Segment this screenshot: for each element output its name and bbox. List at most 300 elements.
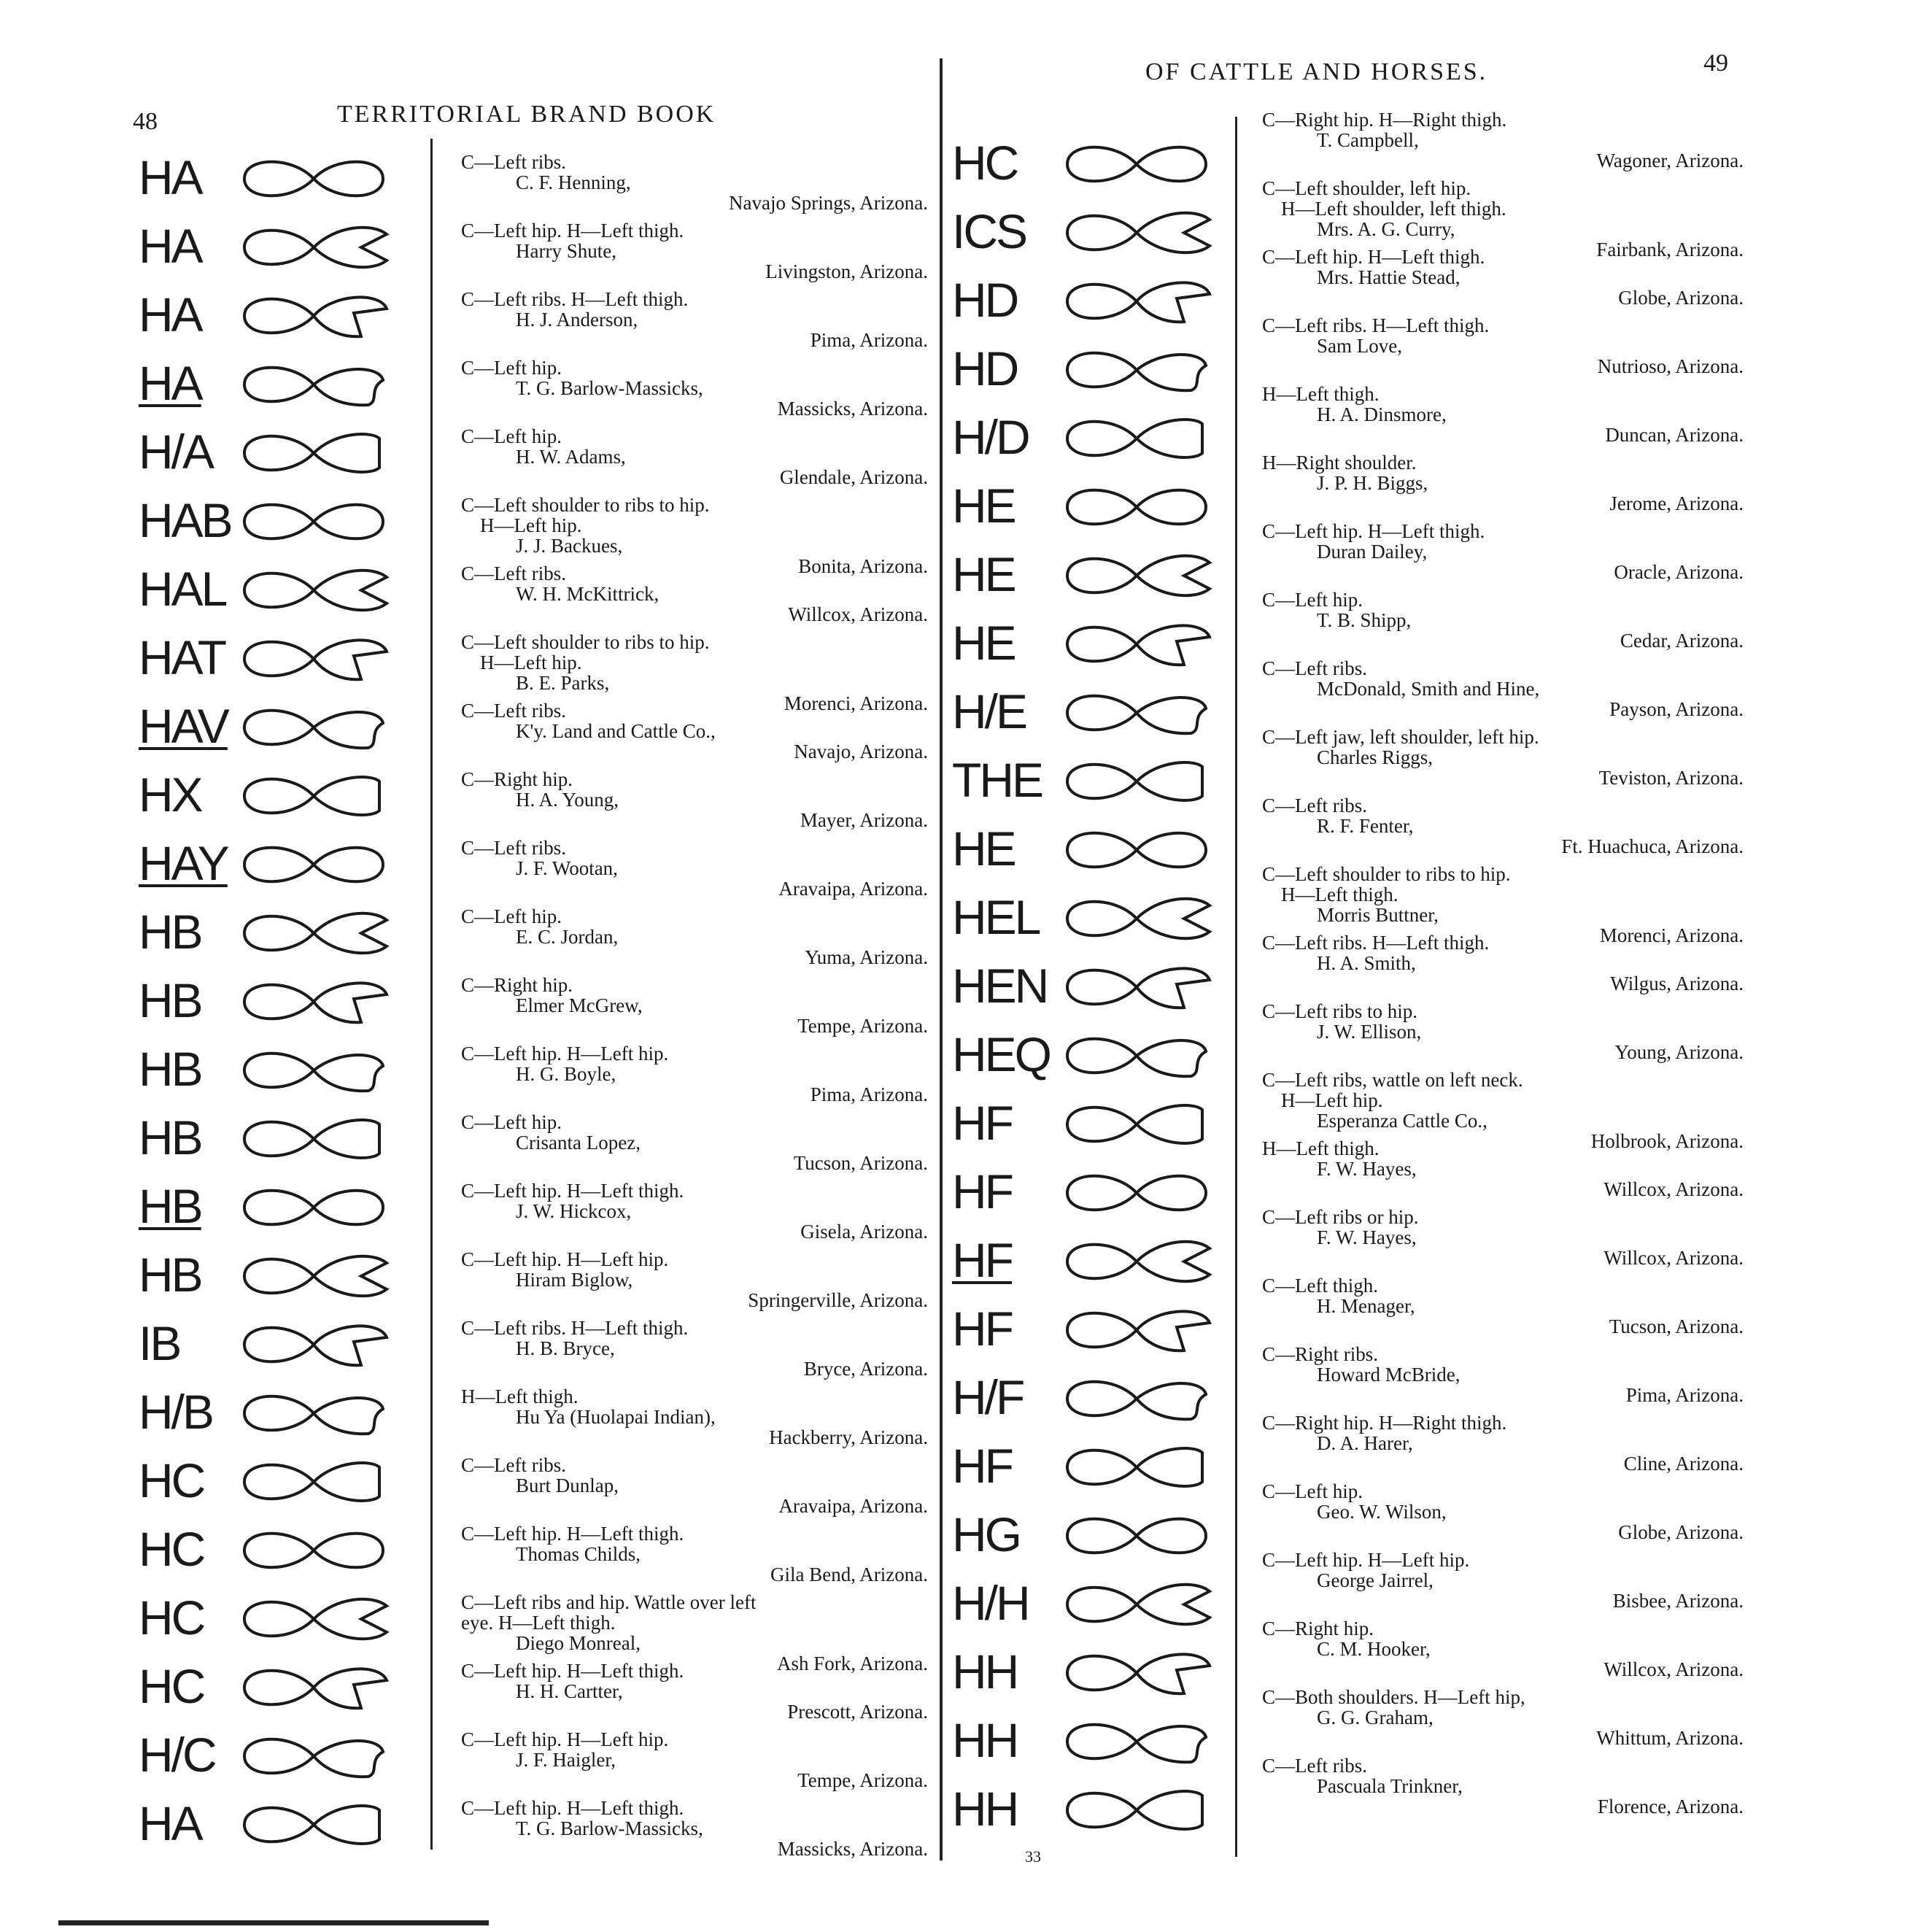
brand-mark: H/F (952, 1370, 1024, 1424)
owner-place: Pima, Arizona. (810, 1083, 928, 1105)
cattle-brand-icon (244, 848, 383, 882)
cattle-brand-icon (1067, 353, 1206, 390)
brand-location: C—Left hip. H—Left hip. (1262, 1549, 1470, 1571)
owner-place: Globe, Arizona. (1618, 1521, 1744, 1543)
brand-location: C—Left hip. H—Left thigh. (1262, 246, 1485, 268)
owner-place: Globe, Arizona. (1618, 287, 1744, 309)
brand-mark: HEL (952, 890, 1040, 944)
owner-name: Duran Dailey, (1317, 541, 1428, 563)
owner-place: Ash Fork, Arizona. (777, 1653, 928, 1674)
owner-name: Diego Monreal, (516, 1632, 641, 1654)
owner-name: Charles Riggs, (1317, 746, 1433, 768)
owner-name: T. Campbell, (1317, 129, 1419, 151)
owner-name: H. A. Young, (516, 789, 619, 811)
brand-location: C—Left hip. (1262, 589, 1363, 611)
brand-entry (1262, 1413, 1744, 1474)
brand-mark: HF (952, 1164, 1012, 1218)
brand-location: C—Right hip. (461, 768, 573, 790)
brand-mark: HG (952, 1507, 1020, 1561)
owner-place: Jerome, Arizona. (1609, 492, 1744, 514)
brand-location: C—Left hip. H—Left thigh. (461, 1797, 684, 1819)
cattle-brand-icon (244, 228, 387, 267)
brand-mark: HC (139, 1659, 204, 1713)
owner-name: Sam Love, (1317, 335, 1402, 357)
owner-name: Crisanta Lopez, (516, 1132, 641, 1154)
owner-name: R. F. Fenter, (1317, 815, 1414, 837)
brand-location: H—Left thigh. (461, 1386, 579, 1407)
brand-entry (461, 838, 928, 899)
owner-name: D. A. Harer, (1317, 1432, 1413, 1454)
owner-place: Cedar, Arizona. (1620, 630, 1744, 652)
brand-entry (461, 220, 928, 282)
owner-name: J. F. Haigler, (516, 1749, 616, 1771)
owner-name: Morris Buttner, (1317, 904, 1439, 926)
owner-place: Teviston, Arizona. (1598, 767, 1744, 789)
right-page (948, 0, 1915, 1932)
owner-place: Prescott, Arizona. (787, 1701, 928, 1723)
owner-place: Pima, Arizona. (810, 329, 928, 351)
owner-place: Willcox, Arizona. (1603, 1178, 1744, 1200)
owner-name: H. H. Cartter, (516, 1680, 623, 1702)
brand-location: H—Left hip. (480, 652, 582, 673)
owner-place: Fairbank, Arizona. (1596, 239, 1744, 260)
brand-entry (461, 1798, 928, 1859)
owner-place: Willcox, Arizona. (1603, 1247, 1744, 1269)
owner-place: Willcox, Arizona. (788, 603, 928, 625)
brand-location: C—Left ribs, wattle on left neck. (1262, 1069, 1523, 1091)
owner-place: Springerville, Arizona. (748, 1289, 928, 1311)
cattle-brand-icon (1067, 1039, 1206, 1076)
cattle-brand-icon (1067, 762, 1202, 800)
cattle-brand-icon (244, 913, 387, 953)
brand-location: C—Left ribs to hip. (1262, 1000, 1417, 1022)
brand-mark: HF (952, 1439, 1012, 1493)
brand-mark-column (952, 131, 1058, 1853)
brand-mark: HC (139, 1522, 204, 1576)
brand-location: C—Left ribs. H—Left thigh. (1262, 314, 1490, 336)
cattle-brand-icon (1067, 1654, 1210, 1693)
owner-place: Payson, Arizona. (1609, 698, 1744, 720)
brand-mark: HF (952, 1302, 1012, 1356)
owner-place: Morenci, Arizona. (1599, 924, 1744, 946)
brand-location: C—Left ribs. (1262, 1755, 1367, 1777)
brand-location: C—Left ribs. H—Left thigh. (461, 288, 689, 310)
brand-location: C—Left ribs. (461, 563, 566, 584)
brand-entry (461, 1181, 928, 1242)
brand-location: C—Left hip. H—Left hip. (461, 1248, 669, 1270)
cattle-brand-icon (1067, 556, 1210, 595)
cattle-brand-icon (1067, 968, 1210, 1008)
brand-mark: HAY (139, 836, 228, 890)
owner-name: Esperanza Cattle Co., (1317, 1110, 1487, 1132)
cattle-brand-icon (244, 1256, 387, 1296)
brand-location: C—Left ribs. (461, 1454, 566, 1476)
cattle-brand-icon (244, 1191, 383, 1225)
owner-place: Hackberry, Arizona. (769, 1426, 928, 1448)
cattle-brand-icon (244, 1396, 383, 1434)
owner-place: Yuma, Arizona. (805, 946, 928, 968)
cattle-brand-icon (1067, 1585, 1210, 1624)
brand-mark: HAV (139, 699, 228, 753)
owner-place: Willcox, Arizona. (1603, 1658, 1744, 1680)
brand-entry (461, 700, 928, 762)
brand-location: C—Right hip. (461, 974, 573, 996)
brand-location: C—Left ribs. (1262, 795, 1367, 816)
cattle-brand-icon (1067, 1519, 1206, 1553)
owner-place: Nutrioso, Arizona. (1597, 355, 1744, 377)
cattle-brand-icon (244, 1326, 387, 1365)
owner-name: T. B. Shipp, (1317, 609, 1412, 631)
owner-name: C. M. Hooker, (1317, 1638, 1431, 1660)
cattle-brand-icon (244, 368, 383, 405)
brand-entry (461, 358, 928, 419)
owner-name: T. G. Barlow-Massicks, (516, 1817, 703, 1839)
brand-entry (1262, 932, 1744, 994)
brand-location: C—Left shoulder to ribs to hip. (461, 631, 710, 653)
owner-name: McDonald, Smith and Hine, (1317, 678, 1540, 700)
brand-location: H—Left thigh. (1281, 884, 1398, 905)
owner-name: H. J. Anderson, (516, 309, 638, 331)
brand-mark: HE (952, 822, 1015, 876)
owner-place: Bryce, Arizona. (803, 1358, 928, 1380)
owner-place: Florence, Arizona. (1597, 1796, 1744, 1817)
brand-entry (1262, 1207, 1744, 1268)
brand-mark: HH (952, 1782, 1018, 1836)
brand-entry (1262, 795, 1744, 857)
brand-location: C—Left hip. H—Left hip. (461, 1728, 669, 1750)
owner-place: Tempe, Arizona. (797, 1015, 928, 1037)
cattle-brand-icon (244, 162, 383, 196)
brand-location: H—Left hip. (1281, 1089, 1383, 1111)
brand-entry (461, 426, 928, 487)
owner-name: E. C. Jordan, (516, 926, 619, 948)
brand-entry (461, 1386, 928, 1448)
brand-entry (461, 152, 928, 213)
cattle-brand-icon (1067, 696, 1206, 733)
cattle-brand-icon (1067, 1382, 1206, 1419)
owner-place: Duncan, Arizona. (1605, 424, 1744, 446)
brand-location: C—Left ribs or hip. (1262, 1206, 1419, 1228)
brand-entry (461, 1661, 928, 1722)
brand-entry (1262, 658, 1744, 719)
owner-place: Navajo, Arizona. (794, 741, 928, 762)
brand-mark: HX (139, 768, 201, 822)
owner-name: George Jairrel, (1317, 1569, 1434, 1591)
column-rule (1235, 117, 1237, 1857)
brand-location: H—Left thigh. (1262, 1137, 1380, 1159)
owner-name: Hiram Biglow, (516, 1269, 633, 1291)
brand-mark: HA (139, 219, 201, 273)
brand-mark: HC (139, 1591, 204, 1645)
brand-location: C—Left hip. (461, 1111, 562, 1133)
owner-name: T. G. Barlow-Massicks, (516, 377, 703, 399)
column-rule (430, 139, 433, 1850)
cattle-brand-icon (1067, 1448, 1202, 1486)
brand-entry (461, 1455, 928, 1516)
cattle-brand-icon (1067, 625, 1210, 665)
brand-entry (1262, 1275, 1744, 1337)
owner-place: Pima, Arizona. (1625, 1384, 1744, 1406)
brand-mark-column (139, 146, 237, 1868)
brand-entry (1262, 590, 1744, 651)
brand-location: C—Left hip. H—Left thigh. (1262, 520, 1485, 542)
owner-place: Livingston, Arizona. (765, 260, 928, 282)
owner-place: Ft. Huachuca, Arizona. (1561, 835, 1744, 857)
brand-location: C—Left hip. H—Left thigh. (461, 1180, 684, 1202)
cattle-brand-icon (244, 1534, 383, 1568)
brand-mark: HB (139, 973, 201, 1027)
brand-location: C—Right hip. (1262, 1618, 1374, 1639)
owner-name: Elmer McGrew, (516, 994, 643, 1016)
cattle-brand-icon (244, 711, 383, 748)
brand-location: C—Left hip. H—Left hip. (461, 1043, 669, 1064)
brand-location: C—Left jaw, left shoulder, left hip. (1262, 726, 1539, 748)
left-page (0, 0, 948, 1932)
page-number: 48 (133, 108, 158, 135)
cattle-brand-icon (244, 1806, 379, 1844)
brand-entry (461, 1318, 928, 1379)
brand-entry (1262, 384, 1744, 445)
cattle-brand-glyph-column (1056, 131, 1224, 1853)
brand-location: C—Left hip. (461, 905, 562, 927)
brand-entry (461, 769, 928, 830)
cattle-brand-icon (1067, 833, 1206, 868)
cattle-brand-icon (1067, 1311, 1210, 1351)
cattle-brand-icon (244, 1669, 387, 1708)
running-head: TERRITORIAL BRAND BOOK (337, 101, 716, 128)
brand-entry (1262, 1481, 1744, 1542)
owner-name: Thomas Childs, (516, 1543, 641, 1565)
owner-name: C. F. Henning, (516, 171, 631, 193)
brand-entry (1262, 727, 1744, 788)
brand-location: C—Left hip. H—Left thigh. (461, 1660, 684, 1682)
brand-location: H—Left hip. (480, 514, 582, 536)
brand-location: H—Left shoulder, left thigh. (1281, 198, 1506, 220)
cattle-brand-icon (1067, 1105, 1202, 1143)
brand-location: C—Left hip. (461, 357, 562, 379)
brand-entry (1262, 1755, 1744, 1817)
owner-name: H. G. Boyle, (516, 1063, 616, 1085)
brand-location: C—Left hip. (1262, 1480, 1363, 1502)
brand-entry (1262, 1344, 1744, 1405)
brand-mark: HD (952, 273, 1018, 327)
owner-place: Young, Arizona. (1614, 1041, 1744, 1063)
owner-name: H. B. Bryce, (516, 1337, 615, 1359)
owner-name: J. W. Hickcox, (516, 1200, 632, 1222)
owner-name: Burt Dunlap, (516, 1475, 619, 1496)
owner-name: Harry Shute, (516, 240, 616, 262)
cattle-brand-icon (1067, 213, 1210, 252)
brand-location: C—Left ribs. (461, 837, 566, 859)
owner-place: Cline, Arizona. (1623, 1453, 1744, 1475)
owner-place: Bonita, Arizona. (798, 555, 928, 577)
brand-entry (1262, 109, 1744, 171)
brand-entry (461, 1043, 928, 1105)
page-number: 49 (1703, 50, 1728, 77)
cattle-brand-icon (1067, 1725, 1206, 1762)
brand-mark: H/D (952, 410, 1029, 464)
brand-mark: H/C (139, 1728, 215, 1782)
brand-entry (1262, 1618, 1744, 1680)
brand-location: H—Left thigh. (1262, 383, 1380, 405)
cattle-brand-icon (244, 505, 383, 539)
brand-entry (461, 1112, 928, 1173)
brand-mark: THE (952, 753, 1042, 807)
brand-location: C—Both shoulders. H—Left hip, (1262, 1686, 1525, 1708)
brand-location: C—Left shoulder to ribs to hip. (461, 494, 710, 516)
brand-mark: IB (139, 1316, 180, 1370)
brand-mark: H/A (139, 425, 213, 479)
brand-location: C—Left ribs. (461, 151, 566, 173)
cattle-brand-icon (1067, 490, 1206, 525)
owner-name: W. H. McKittrick, (516, 583, 659, 605)
brand-entry (461, 1249, 928, 1310)
cattle-brand-icon (1067, 282, 1210, 322)
owner-place: Holbrook, Arizona. (1590, 1130, 1744, 1152)
owner-place: Mayer, Arizona. (800, 809, 928, 831)
owner-name: J. J. Backues, (516, 535, 623, 557)
owner-place: Tempe, Arizona. (797, 1769, 928, 1791)
brand-entry (1262, 521, 1744, 582)
brand-mark: HA (139, 1796, 201, 1850)
owner-name: J. W. Ellison, (1317, 1021, 1422, 1043)
brand-entry (1262, 1138, 1744, 1199)
cattle-brand-icon (244, 777, 379, 815)
owner-name: H. A. Smith, (1317, 952, 1416, 974)
brand-location: H—Right shoulder. (1262, 452, 1417, 474)
cattle-brand-icon (244, 571, 387, 610)
owner-place: Gisela, Arizona. (800, 1221, 928, 1243)
owner-place: Massicks, Arizona. (777, 398, 928, 420)
brand-location: C—Left ribs. (461, 700, 566, 722)
owner-place: Morenci, Arizona. (784, 692, 928, 714)
brand-entry (461, 289, 928, 350)
owner-name: H. A. Dinsmore, (1317, 403, 1447, 425)
owner-place: Tucson, Arizona. (1609, 1315, 1744, 1337)
gutter-rule (940, 58, 943, 1860)
brand-mark: HF (952, 1233, 1012, 1287)
cattle-brand-icon (1067, 1176, 1206, 1210)
brand-mark: HAT (139, 630, 225, 684)
owner-name: J. P. H. Biggs, (1317, 472, 1428, 494)
brand-location: C—Left ribs. H—Left thigh. (461, 1317, 689, 1339)
owner-name: Pascuala Trinkner, (1317, 1775, 1463, 1797)
brand-entry (1262, 1687, 1744, 1748)
brand-location: C—Right hip. H—Right thigh. (1262, 1412, 1507, 1434)
cattle-brand-icon (244, 1054, 383, 1091)
cattle-brand-icon (1067, 147, 1206, 182)
cattle-brand-icon (244, 297, 387, 336)
cattle-brand-icon (244, 1463, 379, 1501)
cattle-brand-icon (244, 1599, 387, 1639)
owner-name: B. E. Parks, (516, 672, 610, 694)
owner-name: Mrs. Hattie Stead, (1317, 266, 1461, 288)
brand-location: C—Left ribs. H—Left thigh. (1262, 932, 1490, 954)
owner-name: Mrs. A. G. Curry, (1317, 218, 1455, 240)
owner-place: Glendale, Arizona. (779, 466, 928, 488)
brand-location: C—Left ribs. (1262, 657, 1367, 679)
owner-place: Wagoner, Arizona. (1596, 150, 1744, 171)
cattle-brand-icon (244, 640, 387, 679)
brand-mark: HC (952, 136, 1018, 190)
cattle-brand-icon (244, 983, 387, 1022)
cattle-brand-icon (1067, 899, 1210, 938)
owner-name: F. W. Hayes, (1317, 1226, 1417, 1248)
owner-name: Geo. W. Wilson, (1317, 1501, 1447, 1523)
brand-mark: HB (139, 1042, 201, 1096)
brand-location: C—Left hip. H—Left thigh. (461, 1523, 684, 1545)
owner-place: Bisbee, Arizona. (1612, 1590, 1744, 1612)
owner-name: H. Menager, (1317, 1295, 1415, 1317)
owner-place: Oracle, Arizona. (1614, 561, 1744, 583)
running-head: OF CATTLE AND HORSES. (1145, 58, 1488, 85)
brand-mark: HA (139, 150, 201, 204)
brand-entry (1262, 452, 1744, 514)
cattle-brand-glyph-column (233, 146, 401, 1868)
brand-location: C—Left shoulder, left hip. (1262, 177, 1471, 199)
brand-entry (461, 975, 928, 1036)
cattle-brand-icon (244, 1120, 379, 1158)
brand-mark: HE (952, 547, 1015, 601)
brand-mark: HA (139, 356, 201, 410)
brand-mark: ICS (952, 204, 1026, 258)
brand-location: C—Right ribs. (1262, 1343, 1379, 1365)
owner-name: J. F. Wootan, (516, 857, 618, 879)
footer-mark: 33 (1025, 1847, 1041, 1866)
brand-mark: HB (139, 1248, 201, 1302)
brand-entry (1262, 1001, 1744, 1062)
brand-location: C—Right hip. H—Right thigh. (1262, 109, 1507, 131)
owner-name: F. W. Hayes, (1317, 1158, 1417, 1180)
owner-name: Hu Ya (Huolapai Indian), (516, 1406, 716, 1428)
brand-mark: HE (952, 616, 1015, 670)
brand-mark: HA (139, 287, 201, 341)
brand-entry (461, 1729, 928, 1790)
brand-mark: HB (139, 905, 201, 959)
brand-mark: HB (139, 1179, 201, 1233)
brand-mark: H/E (952, 684, 1026, 738)
owner-place: Aravaipa, Arizona. (778, 878, 928, 900)
owner-name: G. G. Graham, (1317, 1707, 1434, 1728)
brand-location: C—Left thigh. (1262, 1275, 1378, 1297)
brand-mark: H/H (952, 1576, 1029, 1630)
brand-mark: HH (952, 1645, 1018, 1699)
brand-mark: HC (139, 1453, 204, 1507)
cattle-brand-icon (1067, 420, 1202, 457)
brand-mark: HF (952, 1096, 1012, 1150)
brand-mark: HB (139, 1110, 201, 1164)
brand-mark: HE (952, 479, 1015, 533)
owner-name: K'y. Land and Cattle Co., (516, 720, 716, 742)
brand-mark: HD (952, 341, 1018, 395)
brand-mark: HH (952, 1713, 1018, 1767)
brand-entry (461, 906, 928, 967)
owner-place: Gila Bend, Arizona. (770, 1564, 928, 1585)
brand-entry (1262, 247, 1744, 308)
cattle-brand-icon (244, 1739, 383, 1777)
page-edge-rule (58, 1920, 489, 1925)
owner-place: Navajo Springs, Arizona. (729, 192, 928, 214)
owner-place: Aravaipa, Arizona. (778, 1495, 928, 1517)
owner-place: Whittum, Arizona. (1596, 1727, 1744, 1749)
owner-place: Massicks, Arizona. (777, 1838, 928, 1860)
brand-location: C—Left ribs and hip. Wattle over left (461, 1591, 757, 1613)
brand-location: C—Left hip. (461, 425, 562, 447)
brand-location: C—Left hip. H—Left thigh. (461, 220, 684, 242)
brand-mark: HAL (139, 562, 226, 616)
cattle-brand-icon (1067, 1242, 1210, 1281)
brand-mark: H/B (139, 1385, 213, 1439)
